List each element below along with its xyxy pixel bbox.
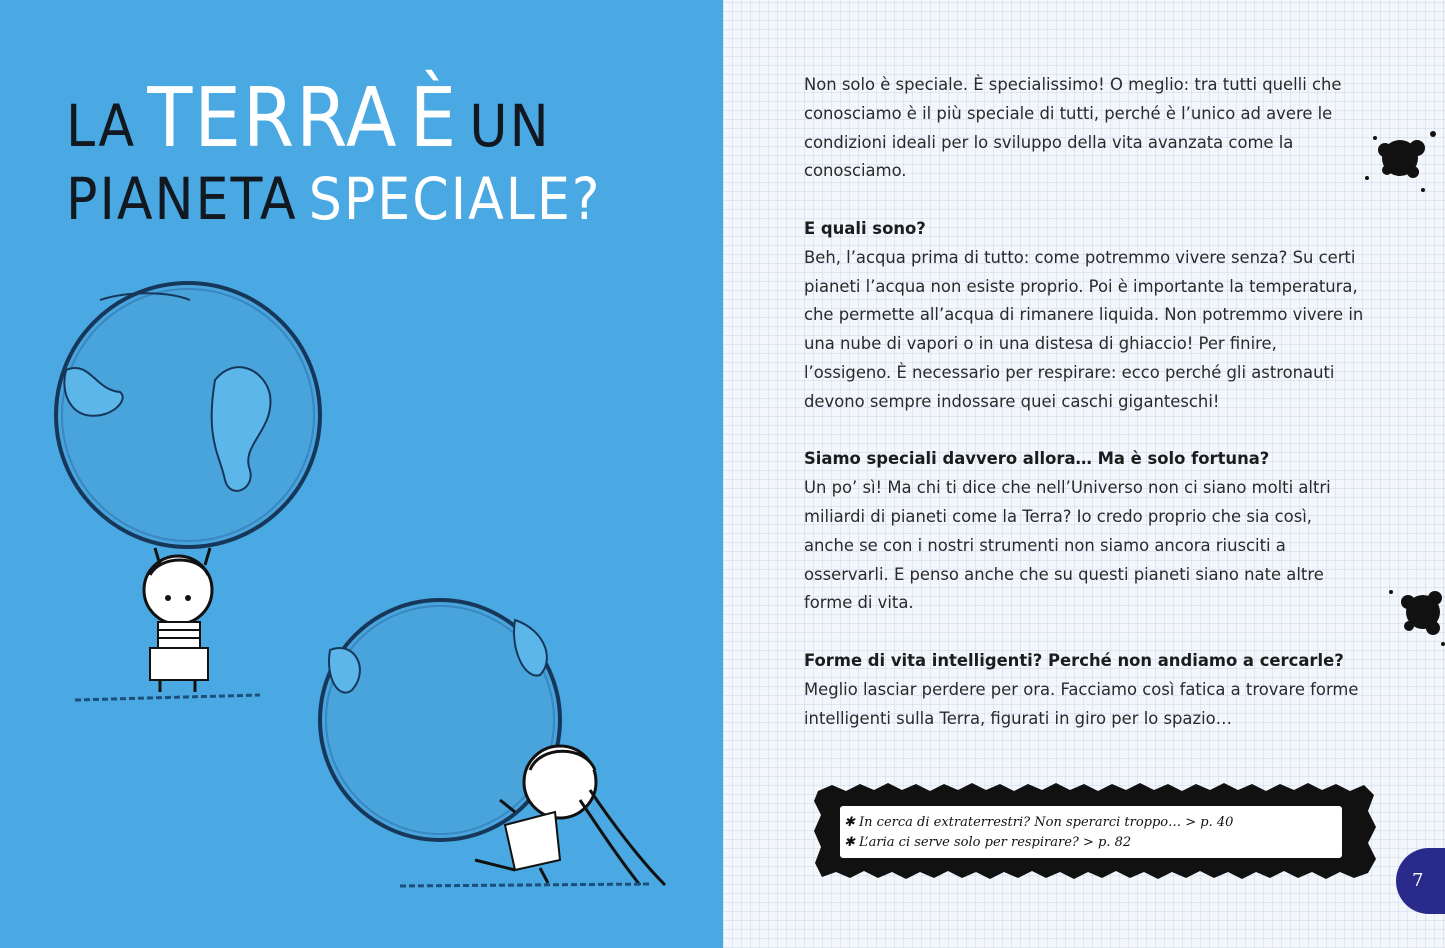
- title-word-terra: TERRA: [147, 71, 399, 166]
- question-3: Forme di vita intelligenti? Perché non andiamo a cercarle?: [804, 650, 1344, 670]
- ink-splatter-top: [1355, 120, 1445, 200]
- reference-item-2[interactable]: ✱ L’aria ci serve solo per respirare? > p. 82: [844, 835, 1132, 850]
- question-heading-2: [804, 445, 1364, 474]
- reference-link-1[interactable]: In cerca di extraterrestri? Non sperarci troppo… > p. 40: [859, 815, 1234, 830]
- page-title-line1: [66, 71, 551, 166]
- title-word-e: È: [409, 71, 459, 166]
- globe-1-illustration: [56, 283, 320, 547]
- reference-item-1[interactable]: ✱ In cerca di extraterrestri? Non sperarci troppo… > p. 40: [844, 815, 1234, 830]
- question-2: Siamo speciali davvero allora… Ma è solo fortuna?: [804, 449, 1270, 469]
- paragraph-answer-2: Un po’ sì! Ma chi ti dice che nell’Universo non ci siano molti altri miliardi di pianeti come la Terra? Io credo proprio che sia così, anche se con i nostri strumenti non siamo ancora riusciti a osservarli. E penso anche che su questi pianeti siano nate altre forme di vita.: [804, 478, 1331, 613]
- reference-link-2[interactable]: L’aria ci serve solo per respirare? > p. 82: [859, 835, 1132, 850]
- paragraph-intro: Non solo è speciale. È specialissimo! O meglio: tra tutti quelli che conosciamo è il più speciale di tutti, perché è l’unico ad avere le condizioni ideali per lo sviluppo della vita avanzata come la conosciamo.: [804, 75, 1342, 181]
- title-word-la: LA: [66, 92, 137, 160]
- title-word-speciale: SPECIALE?: [308, 165, 602, 233]
- paragraph-answer-3: Meglio lasciar perdere per ora. Facciamo così fatica a trovare forme intelligenti sulla Terra, figurati in giro per lo spazio…: [804, 679, 1359, 728]
- paragraph-answer-1: Beh, l’acqua prima di tutto: come potremmo vivere senza? Su certi pianeti l’acqua non esiste proprio. Poi è importante la temperatura, che permette all’acqua di rimanere liquida. Non potremmo vivere in una nube di vapori o in una distesa di ghiaccio! Per finire, l’ossigeno. È necessario per respirare: ecco perché gli astronauti devono sempre indossare quei caschi giganteschi!: [804, 247, 1364, 411]
- title-word-un: UN: [469, 92, 551, 160]
- title-word-pianeta: PIANETA: [66, 165, 298, 233]
- question-heading-3: [804, 647, 1364, 676]
- body-text: [804, 71, 1364, 733]
- reference-box: [837, 803, 1345, 861]
- page-number: 7: [1412, 870, 1424, 891]
- globe-2-illustration: [320, 600, 560, 840]
- question-heading-1: [804, 215, 1364, 244]
- page-title-line2: [66, 165, 602, 233]
- ink-splatter-bottom: [1383, 572, 1445, 652]
- question-1: E quali sono?: [804, 218, 926, 238]
- boy-illustration: [75, 548, 260, 700]
